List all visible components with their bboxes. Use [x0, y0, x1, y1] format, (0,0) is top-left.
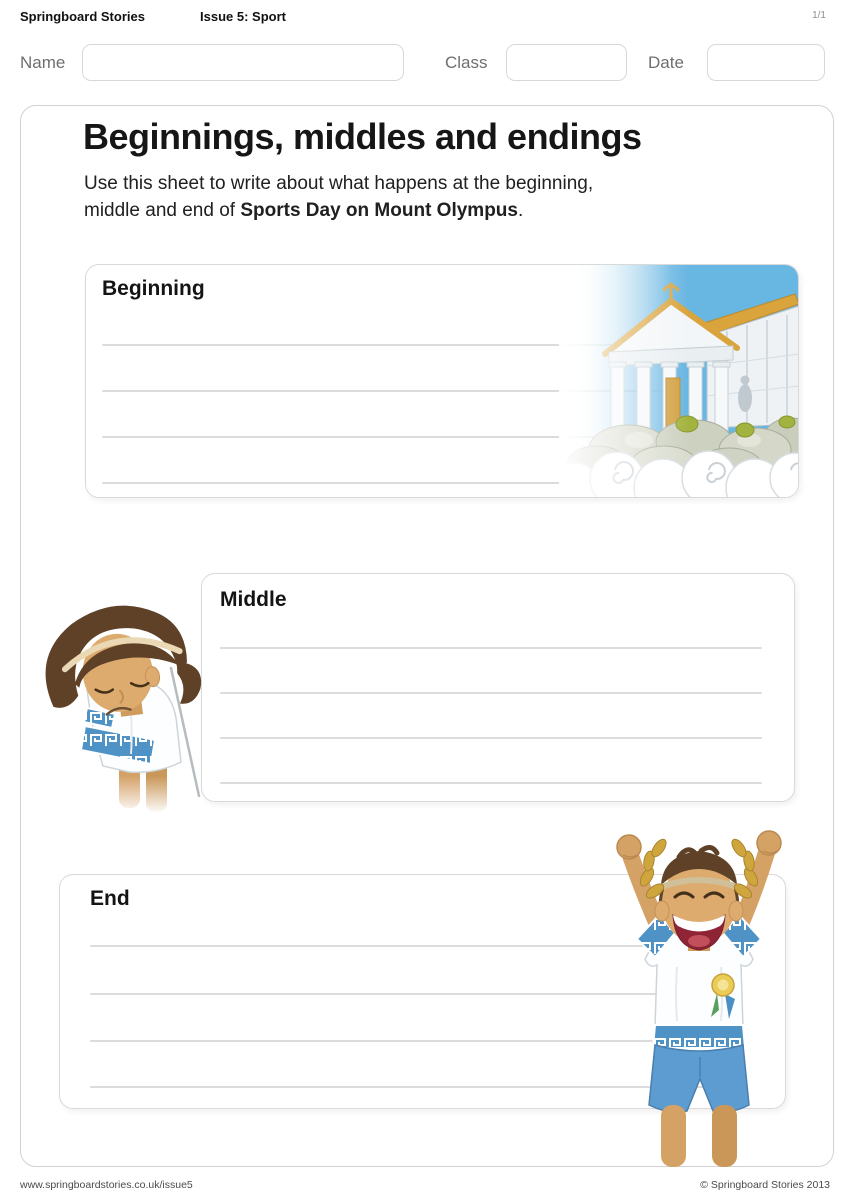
- brand-title: Springboard Stories: [20, 9, 145, 24]
- instructions: [84, 170, 593, 224]
- sad-boy-illustration: [29, 576, 204, 818]
- instructions-line1: Use this sheet to write about what happens at the beginning,: [84, 173, 594, 194]
- beginning-section: [85, 264, 799, 498]
- instructions-line2-suffix: .: [517, 200, 524, 221]
- beginning-label: Beginning: [102, 277, 205, 300]
- end-label: End: [90, 887, 130, 910]
- middle-section: [201, 573, 795, 802]
- name-label: Name: [20, 53, 66, 72]
- writing-line: [220, 647, 762, 649]
- legs: [661, 1105, 737, 1167]
- issue-label: Issue 5: Sport: [200, 9, 286, 24]
- shorts: [649, 1045, 749, 1112]
- date-label: Date: [648, 53, 684, 72]
- worksheet-card: [20, 105, 834, 1167]
- class-label: Class: [445, 53, 488, 72]
- middle-label: Middle: [220, 588, 287, 611]
- footer-copyright: © Springboard Stories 2013: [700, 1179, 830, 1191]
- class-input[interactable]: [506, 44, 627, 81]
- cheering-boy-illustration: [593, 817, 805, 1167]
- footer-url: www.springboardstories.co.uk/issue5: [20, 1179, 193, 1191]
- writing-line: [220, 737, 762, 739]
- writing-line: [220, 692, 762, 694]
- instructions-line2-prefix: middle and end of: [84, 200, 241, 221]
- date-input[interactable]: [707, 44, 825, 81]
- name-input[interactable]: [82, 44, 404, 81]
- book-title: Sports Day on Mount Olympus: [240, 200, 518, 221]
- page-indicator: 1/1: [812, 10, 826, 21]
- middle-writing-area[interactable]: [202, 574, 794, 801]
- page-title: Beginnings, middles and endings: [83, 116, 642, 157]
- writing-line: [220, 782, 762, 784]
- mount-olympus-temple-illustration: [559, 264, 799, 498]
